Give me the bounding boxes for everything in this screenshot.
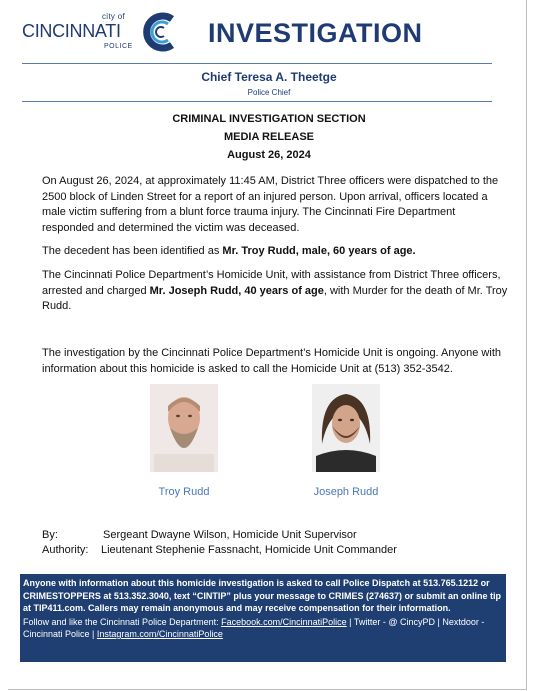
paragraph-arrest (42, 268, 508, 315)
arrest-text: The Cincinnati Police Department’s Homicide Unit, with assistance from District Three officers, arrested and charged (42, 269, 501, 297)
by-label: By: (42, 529, 58, 541)
release-date: August 26, 2024 (227, 149, 311, 161)
logo-c-mark-icon (138, 11, 182, 53)
release-type: MEDIA RELEASE (223, 131, 315, 143)
chief-title: Police Chief (247, 88, 291, 97)
header-divider-top (22, 63, 492, 64)
decedent-identity: Mr. Troy Rudd, male, 60 years of age. (222, 245, 416, 257)
suspect-identity: Mr. Joseph Rudd, 40 years of age (149, 284, 324, 297)
facebook-link[interactable]: Facebook.com/CincinnatiPolice (221, 616, 347, 627)
twitter-nextdoor-text: | Twitter - @ CincyPD | Nextdoor - Cincinnati Police | (23, 616, 485, 639)
paragraph-decedent (42, 244, 508, 260)
paragraph-incident: On August 26, 2024, at approximately 11:45 AM, District Three officers were dispatched to the 2500 block of Linden Street for a report of an injured person. Upon arrival, officers located a male victim suffering from a blunt force trauma injury. The Cincinnati Fire Department responded and determined the victim was deceased. (42, 175, 499, 234)
logo-city-of: city of (102, 12, 125, 21)
logo-police: POLICE (104, 43, 133, 50)
cincinnati-police-logo (22, 10, 182, 54)
chief-name: Chief Teresa A. Theetge (201, 70, 337, 84)
document-title: INVESTIGATION (208, 18, 423, 48)
victim-portrait-image (150, 384, 218, 472)
header (22, 10, 508, 54)
tipline-text: Anyone with information about this homicide investigation is asked to call Police Dispatch at 513.765.1212 or CRIMESTOPPERS at 513.352.3040, text “CINTIP” plus your message to CRIMES (274637) or submit an online tip at TIP411.com. Callers may remain anonymous and may receive compensation for their information. (23, 578, 501, 613)
logo-city-name: CINCINNATI (22, 21, 121, 41)
victim-caption: Troy Rudd (158, 486, 210, 498)
follow-label: Follow and like the Cincinnati Police Department: (23, 616, 222, 627)
photo-suspect (301, 384, 391, 498)
decedent-text: The decedent has been identified as (42, 245, 223, 257)
arrest-charge: , with Murder for the death of Mr. Troy Rudd. (42, 284, 508, 312)
by-value: Sergeant Dwayne Wilson, Homicide Unit Supervisor (103, 529, 357, 541)
tipline-footer (20, 574, 506, 662)
social-links (23, 616, 502, 641)
paragraph-ongoing: The investigation by the Cincinnati Police Department’s Homicide Unit is ongoing. Anyone with information about this homicide is asked to call the Homicide Unit at (513) 352-3542. (42, 347, 501, 375)
suspect-caption: Joseph Rudd (313, 486, 379, 498)
instagram-link[interactable]: Instagram.com/CincinnatiPolice (96, 629, 223, 639)
authority-label: Authority: (42, 544, 89, 556)
authority-value: Lieutenant Stephenie Fassnacht, Homicide Unit Commander (101, 544, 397, 556)
section-heading: CRIMINAL INVESTIGATION SECTION (172, 113, 366, 125)
header-divider-bottom (22, 101, 492, 102)
suspect-portrait-image (312, 384, 380, 472)
photo-victim (139, 384, 229, 498)
